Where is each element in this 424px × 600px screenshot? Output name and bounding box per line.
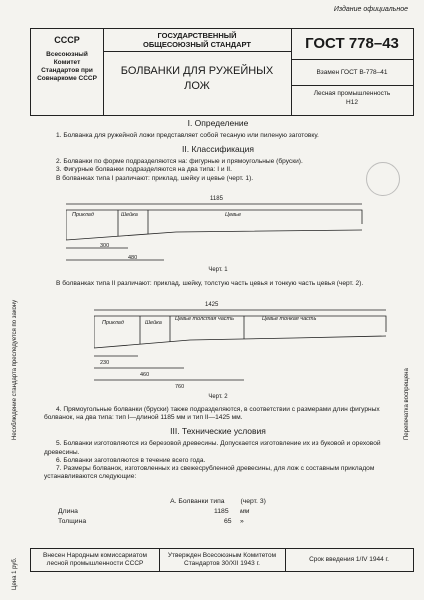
fig2-dim-230: 230 bbox=[100, 360, 110, 366]
industry-label: Лесная промышленность bbox=[313, 90, 391, 97]
fig1-label-fore: Цевье bbox=[225, 212, 242, 218]
row-length-value: 1185 bbox=[214, 508, 229, 515]
fig1-label-neck: Шейка bbox=[121, 212, 138, 218]
footer-effective: Срок введения 1/IV 1944 г. bbox=[309, 556, 389, 563]
row-thickness-value: 65 bbox=[224, 518, 232, 525]
fig2-label-thick: Цевье толстая часть bbox=[175, 316, 235, 322]
side-law-note: Несоблюдение стандарта преследуется по закону bbox=[12, 299, 18, 440]
header-standard: ОБЩЕСОЮЗНЫЙ СТАНДАРТ bbox=[142, 40, 251, 49]
fig2-label-neck: Шейка bbox=[145, 320, 162, 326]
paragraph-3c: В болванках типа II различают: приклад, шейку, толстую часть цевья и тонкую часть цевья (черт. 2). bbox=[56, 280, 364, 287]
paragraph-4: 4. Прямоугольные болванки (бруски) также подразделяются, в соответствии с размерами длин фигурных болванок, на два типа: тип I—длиной 1185 мм и тип II—1425 мм. bbox=[44, 406, 380, 422]
section-2-heading: II. Классификация bbox=[182, 144, 254, 155]
table-row bbox=[44, 508, 392, 518]
footer-introduced: Внесен Народным комиссариатом лесной промышленности СССР bbox=[43, 552, 147, 567]
section-1-heading: I. Определение bbox=[187, 118, 249, 128]
paragraph-3b: В болванках типа I различают: приклад, шейку и цевье (черт. 1). bbox=[56, 174, 254, 182]
replaces-note: Взамен ГОСТ В-778–41 bbox=[316, 69, 388, 76]
industry-code: Н12 bbox=[346, 99, 358, 106]
row-thickness-unit: » bbox=[240, 518, 244, 525]
doc-title-1: БОЛВАНКИ ДЛЯ РУЖЕЙНЫХ bbox=[120, 65, 274, 77]
paragraph-5: 5. Болванки изготовляются из березовой древесины. Допускается изготовление их из буковой и ореховой древесины. bbox=[44, 440, 381, 456]
fig1-caption: Черт. 1 bbox=[208, 267, 228, 273]
paragraph-3: 3. Фигурные болванки подразделяются на два типа: I и II. bbox=[56, 166, 232, 174]
table-a-ref: (черт. 3) bbox=[240, 498, 266, 505]
edition-label: Издание официальное bbox=[333, 6, 408, 13]
fig1-dim-480: 480 bbox=[128, 255, 138, 261]
header-block bbox=[30, 28, 414, 116]
fig2-dim-460: 460 bbox=[140, 372, 150, 378]
fig2-caption: Черт. 2 bbox=[208, 394, 228, 400]
figure-1-drawing bbox=[66, 196, 376, 276]
paragraph-6: 6. Болванки заготовляются в течение всего года. bbox=[56, 456, 206, 464]
fig1-total: 1185 bbox=[210, 196, 223, 202]
row-thickness-name: Толщина bbox=[58, 518, 87, 525]
paragraph-2: 2. Болванки по форме подразделяются на: фигурные и прямоугольные (бруски). bbox=[56, 158, 303, 166]
fig2-dim-760: 760 bbox=[175, 384, 185, 390]
paragraph-7: 7. Размеры болванок, изготовленных из свежесрубленной древесины, для лож с составным прикладом устанавливаются следующие: bbox=[44, 465, 375, 481]
table-row bbox=[44, 518, 392, 528]
row-length-name: Длина bbox=[58, 508, 78, 515]
table-a-title: А. Болванки типа bbox=[170, 498, 225, 505]
footer-block bbox=[30, 548, 414, 572]
org-committee: Всесоюзный Комитет Стандартов при Совнаркоме СССР bbox=[37, 51, 97, 82]
table-a-heading bbox=[44, 498, 392, 505]
side-price: Цена 1 руб. bbox=[12, 557, 18, 590]
fig1-label-butt: Приклад bbox=[72, 212, 94, 218]
section-3-heading: III. Технические условия bbox=[170, 426, 266, 437]
fig2-label-butt: Приклад bbox=[102, 320, 124, 326]
row-length-unit: мм bbox=[240, 508, 250, 515]
gost-number: ГОСТ 778–43 bbox=[305, 35, 399, 52]
fig2-total: 1425 bbox=[205, 302, 219, 308]
fig2-label-thin: Цевье тонкая часть bbox=[262, 316, 317, 322]
header-state: ГОСУДАРСТВЕННЫЙ bbox=[157, 31, 237, 40]
fig1-dim-300: 300 bbox=[100, 243, 110, 249]
footer-approved: Утвержден Всесоюзным Комитетом Стандартов 30/XII 1943 г. bbox=[167, 552, 277, 567]
side-reprint-note: Перепечатка воспрещена bbox=[404, 368, 410, 440]
paragraph-1: 1. Болванка для ружейной ложи представляет собой тесаную или пиленую заготовку. bbox=[56, 132, 319, 139]
doc-title-2: ЛОЖ bbox=[184, 80, 210, 92]
org-ussr: СССР bbox=[54, 35, 80, 45]
